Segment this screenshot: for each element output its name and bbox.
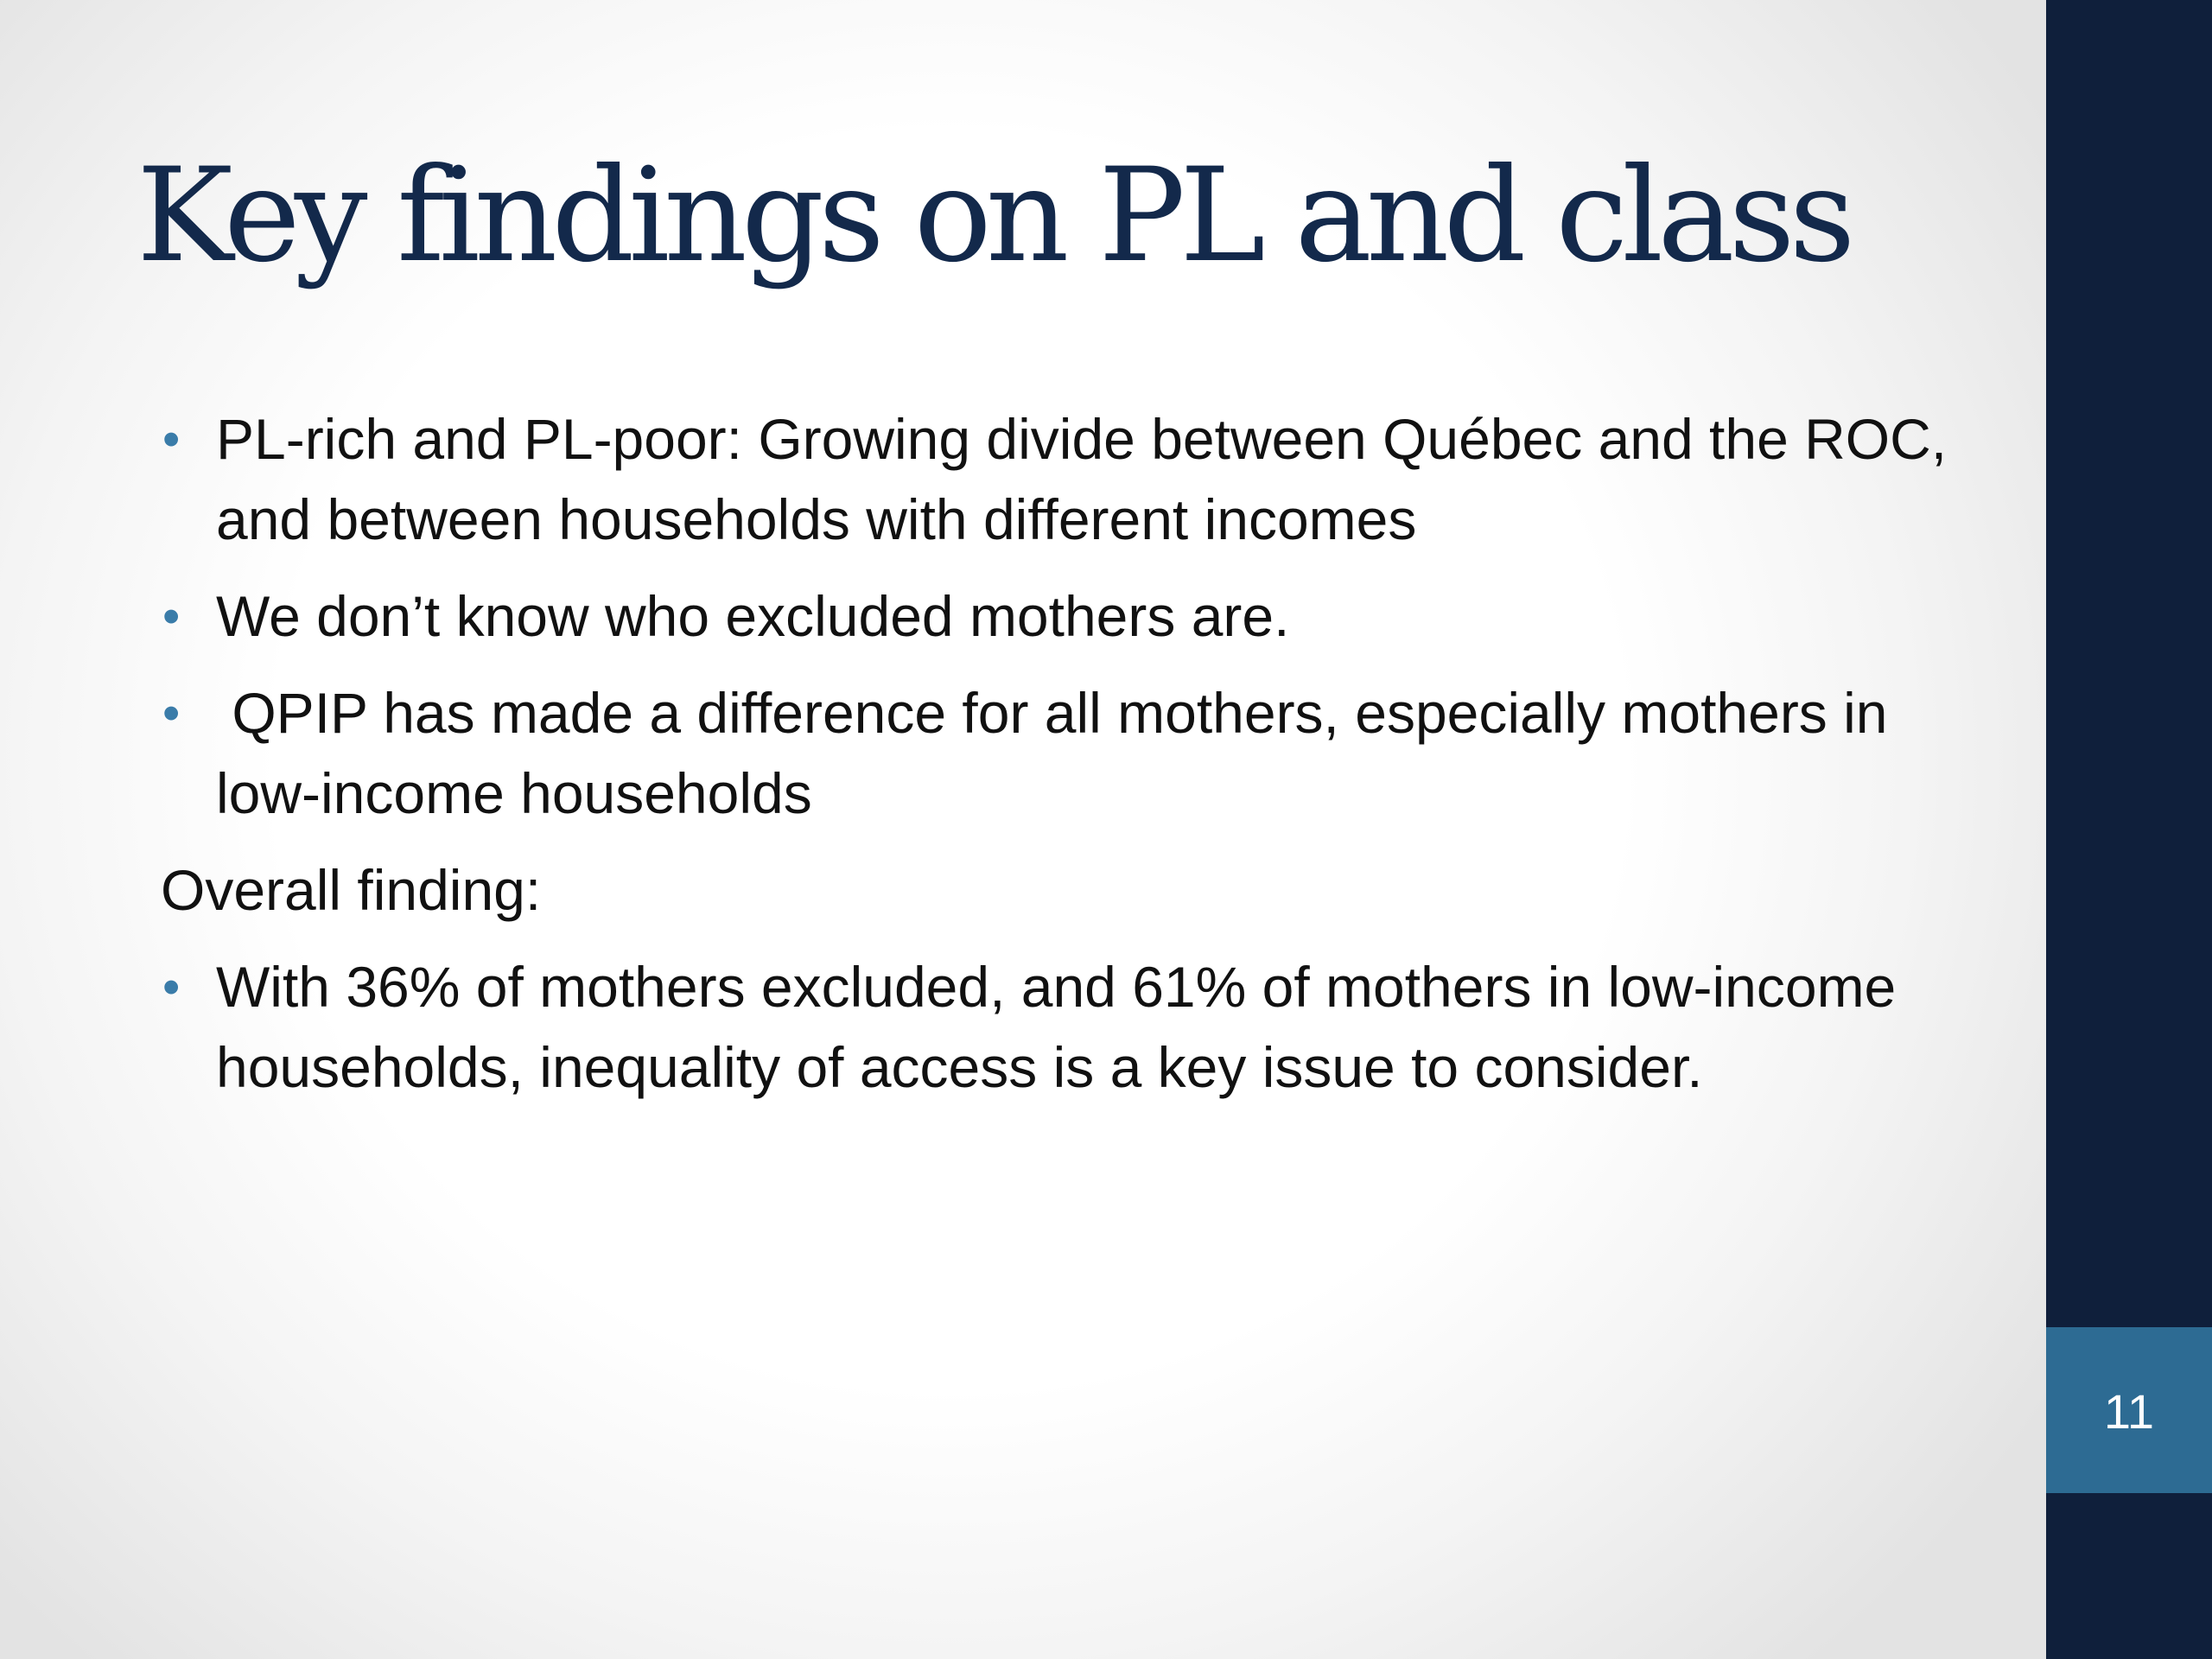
bullet-item (161, 399, 1993, 560)
bullet-icon: • (162, 411, 181, 467)
bullet-item (161, 673, 1993, 834)
bullet-icon: • (162, 959, 181, 1015)
slide-body (161, 399, 1993, 1124)
bullet-text: We don’t know who excluded mothers are. (216, 584, 1290, 648)
bullet-icon: • (162, 588, 181, 645)
bullet-text: PL-rich and PL-poor: Growing divide between Québec and the ROC, and between households with different incomes (216, 407, 1948, 551)
overall-finding-label: Overall finding: (161, 858, 542, 922)
page-number: 11 (2103, 1384, 2155, 1439)
bullet-text: QPIP has made a difference for all mothers, especially mothers in low-income households (216, 681, 1904, 825)
bullet-item (161, 947, 1993, 1108)
bullet-icon: • (162, 685, 181, 741)
bullet-text: With 36% of mothers excluded, and 61% of mothers in low-income households, inequality of access is a key issue to consider. (216, 955, 1897, 1099)
bullet-item (161, 576, 1993, 657)
slide-title: Key findings on PL and class (137, 141, 1850, 291)
